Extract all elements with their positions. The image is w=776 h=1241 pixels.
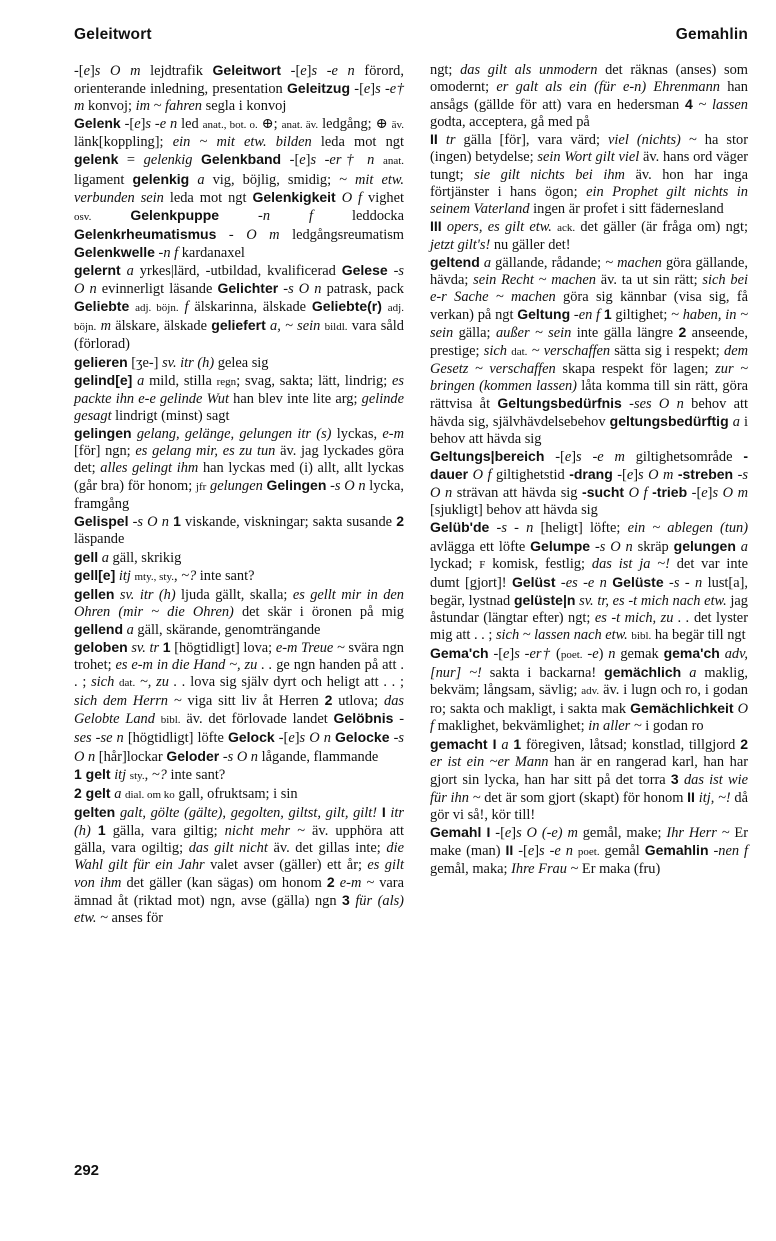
dictionary-entry: gemacht I a 1 föregiven, låtsad; konstlad, tillgjord 2 er ist ein ~er Mann han är en rangerad karl, han har gjort sin lycka, han har sitt på det torra 3 das ist wie für ihn ~ det är som gjort (skapt) för honom II itj, ~! då gör vi så!, kör till! bbox=[430, 735, 748, 823]
dictionary-entry: gell a gäll, skrikig bbox=[74, 548, 182, 566]
right-column bbox=[430, 62, 748, 878]
dictionary-entry: 1 gelt itj sty., ~? inte sant? bbox=[74, 765, 226, 783]
left-column bbox=[74, 62, 404, 928]
dictionary-entry: II tr gälla [för], vara värd; viel (nichts) ~ ha stor (ingen) betydelse; sein Wort gilt viel äv. hans ord väger tungt; sie gilt nichts bei ihm äv. hon har inga förtjänster i hans ögon; ein Prophet gilt nichts in seinem Vaterland ingen är profet i sitt fädernesland bbox=[430, 131, 749, 217]
running-header-right: Gemahlin bbox=[675, 26, 748, 43]
dictionary-entry: -[e]s O m lejdtrafik Geleitwort -[e]s -e n förord, orienterande inledning, presentation Geleitzug -[e]s -e† m konvoj; im ~ fahren segla i konvoj bbox=[74, 62, 404, 115]
page-number: 292 bbox=[74, 1162, 100, 1179]
dictionary-entry: Gelispel -s O n 1 viskande, viskningar; sakta susande 2 läspande bbox=[74, 513, 405, 548]
dictionary-entry: gelten galt, gölte (gälte), gegolten, giltst, gilt, gilt! I itr (h) 1 gälla, vara giltig; nicht mehr ~ äv. upphöra att gälla, vara ogiltig; das gilt nicht äv. det gillas inte; die Wahl gilt für ein Jahr valet avser (gäller) ett år; es gilt von ihm det gäller (kan sägas) om honom 2 e-m ~ vara ämnad åt (riktad mot) ngn, avse (gälla) ngn 3 für (als) etw. ~ anses för bbox=[74, 803, 405, 927]
dictionary-entry: gelind[e] a mild, stilla regn; svag, sakta; lätt, lindrig; es packte ihn e-e gelinde Wut han blev inte lite arg; gelinde gesagt lindrigt (minst) sagt bbox=[74, 371, 404, 424]
dictionary-entry: Gema'ch -[e]s -er† (poet. -e) n gemak gema'ch adv, [nur] ~! sakta i backarna! gemächlich a maklig, bekväm; långsam, sävlig; adv. äv. i lugn och ro, i godan ro; sakta och makligt, i sakta mak Gemächlichkeit O f maklighet, bekvämlighet; in aller ~ i godan ro bbox=[430, 645, 748, 735]
dictionary-entry: gell[e] itj mty., sty., ~? inte sant? bbox=[74, 566, 255, 584]
dictionary-entry: 2 gelt a dial. om ko gall, ofruktsam; i sin bbox=[74, 784, 298, 802]
dictionary-entry: Gelüb'de -s - n [heligt] löfte; ein ~ ablegen (tun) avlägga ett löfte Gelumpe -s O n skräp gelungen a lyckad; F komisk, festlig; das ist ja ~! det var inte dumt [gjort]! Gelüst -es -e n Gelüste -s - n lust[a], begär, lystnad gelüste|n sv. tr, es -t mich nach etw. jag åstundar (längtar efter) ngt; es -t mich, zu . . det lyster mig att . . ; sich ~ lassen nach etw. bibl. ha begär till ngt bbox=[430, 519, 749, 643]
dictionary-entry: gellen sv. itr (h) ljuda gällt, skalla; es gellt mir in den Ohren (mir ~ die Ohren) det skär i öronen på mig gellend a gäll, skärande, genomträngande bbox=[74, 585, 405, 638]
dictionary-entry: Geltungs|bereich -[e]s -e m giltighetsområde -dauer O f giltighetstid -drang -[e]s O m -streben -s O n strävan att hävda sig -sucht O f -trieb -[e]s O m [sjukligt] behov att hävda sig bbox=[430, 448, 748, 519]
dictionary-entry: gelieren [ʒe-] sv. itr (h) gelea sig bbox=[74, 353, 269, 371]
dictionary-entry: ngt; das gilt als unmodern det räknas (anses) som omodernt; er galt als ein (für e-n) Ehrenmann han ansågs (gällde för att) vara en hedersman 4 ~ lassen godta, acceptera, gå med på bbox=[430, 62, 749, 131]
dictionary-entry: Gelenk -[e]s -e n led anat., bot. o. ⊕; anat. äv. ledgång; ⊕ äv. länk[koppling]; ein ~ mit etw. bilden leda mot ngt gelenk = gelenkig Gelenkband -[e]s -er† n anat. ligament gelenkig a vig, böjlig, smidig; ~ mit etw. verbunden sein leda mot ngt Gelenkigkeit O f vighet osv. Gelenkpuppe -n f leddocka Gelenkrheumatismus - O m ledgångsreumatism Gelenkwelle -n f kardanaxel bbox=[74, 115, 405, 261]
dictionary-entry: gelernt a yrkes|lärd, -utbildad, kvalificerad Gelese -s O n evinnerligt läsande Gelichter -s O n patrask, pack Geliebte adj. böjn. f älskarinna, älskade Geliebte(r) adj. böjn. m älskare, älskade geliefert a, ~ sein bildl. vara såld (förlorad) bbox=[74, 262, 404, 353]
dictionary-entry: geloben sv. tr 1 [högtidligt] lova; e-m Treue ~ svära ngn trohet; es e-m in die Hand ~, zu . . ge ngn handen på att . . ; sich dat. ~, zu . . lova sig själv dyrt och heligt att . . ; sich dem Herrn ~ viga sitt liv åt Herren 2 utlova; das Gelobte Land bibl. äv. det förlovade landet Gelöbnis -ses -se n [högtidligt] löfte Gelock -[e]s O n Gelocke -s O n [hår]lockar Geloder -s O n lågande, flammande bbox=[74, 639, 404, 765]
running-header-left: Geleitwort bbox=[74, 26, 152, 43]
dictionary-entry: Gemahl I -[e]s O (-e) m gemål, make; Ihr Herr ~ Er make (man) II -[e]s -e n poet. gemål Gemahlin -nen f gemål, maka; Ihre Frau ~ Er maka (fru) bbox=[430, 824, 749, 878]
dictionary-entry: geltend a gällande, rådande; ~ machen göra gällande, hävda; sein Recht ~ machen äv. ta ut sin rätt; sich bei e-r Sache ~ machen göra sig kännbar (visa sig, få verkan) på ngt Geltung -en f 1 giltighet; ~ haben, in ~ sein gälla; außer ~ sein inte gälla längre 2 anseende, prestige; sich dat. ~ verschaffen sätta sig i respekt; dem Gesetz ~ verschaffen skapa respekt för lagen; zur ~ bringen (kommen lassen) låta komma till sin rätt, göra rättvisa åt Geltungsbedürfnis -ses O n behov att hävda sig, självhävdelsebehov geltungsbedürftig a i behov att hävda sig bbox=[430, 254, 748, 447]
dictionary-entry: gelingen gelang, gelänge, gelungen itr (s) lyckas, e-m [för] ngn; es gelang mir, es zu tun äv. jag lyckades göra det; alles gelingt ihm han lyckas med (i) allt, allt lyckas (går bra) för honom; jfr gelungen Gelingen -s O n lycka, framgång bbox=[74, 424, 404, 513]
dictionary-entry: III opers, es gilt etw. ack. det gäller (är fråga om) ngt; jetzt gilt's! nu gäller det! bbox=[430, 217, 748, 253]
